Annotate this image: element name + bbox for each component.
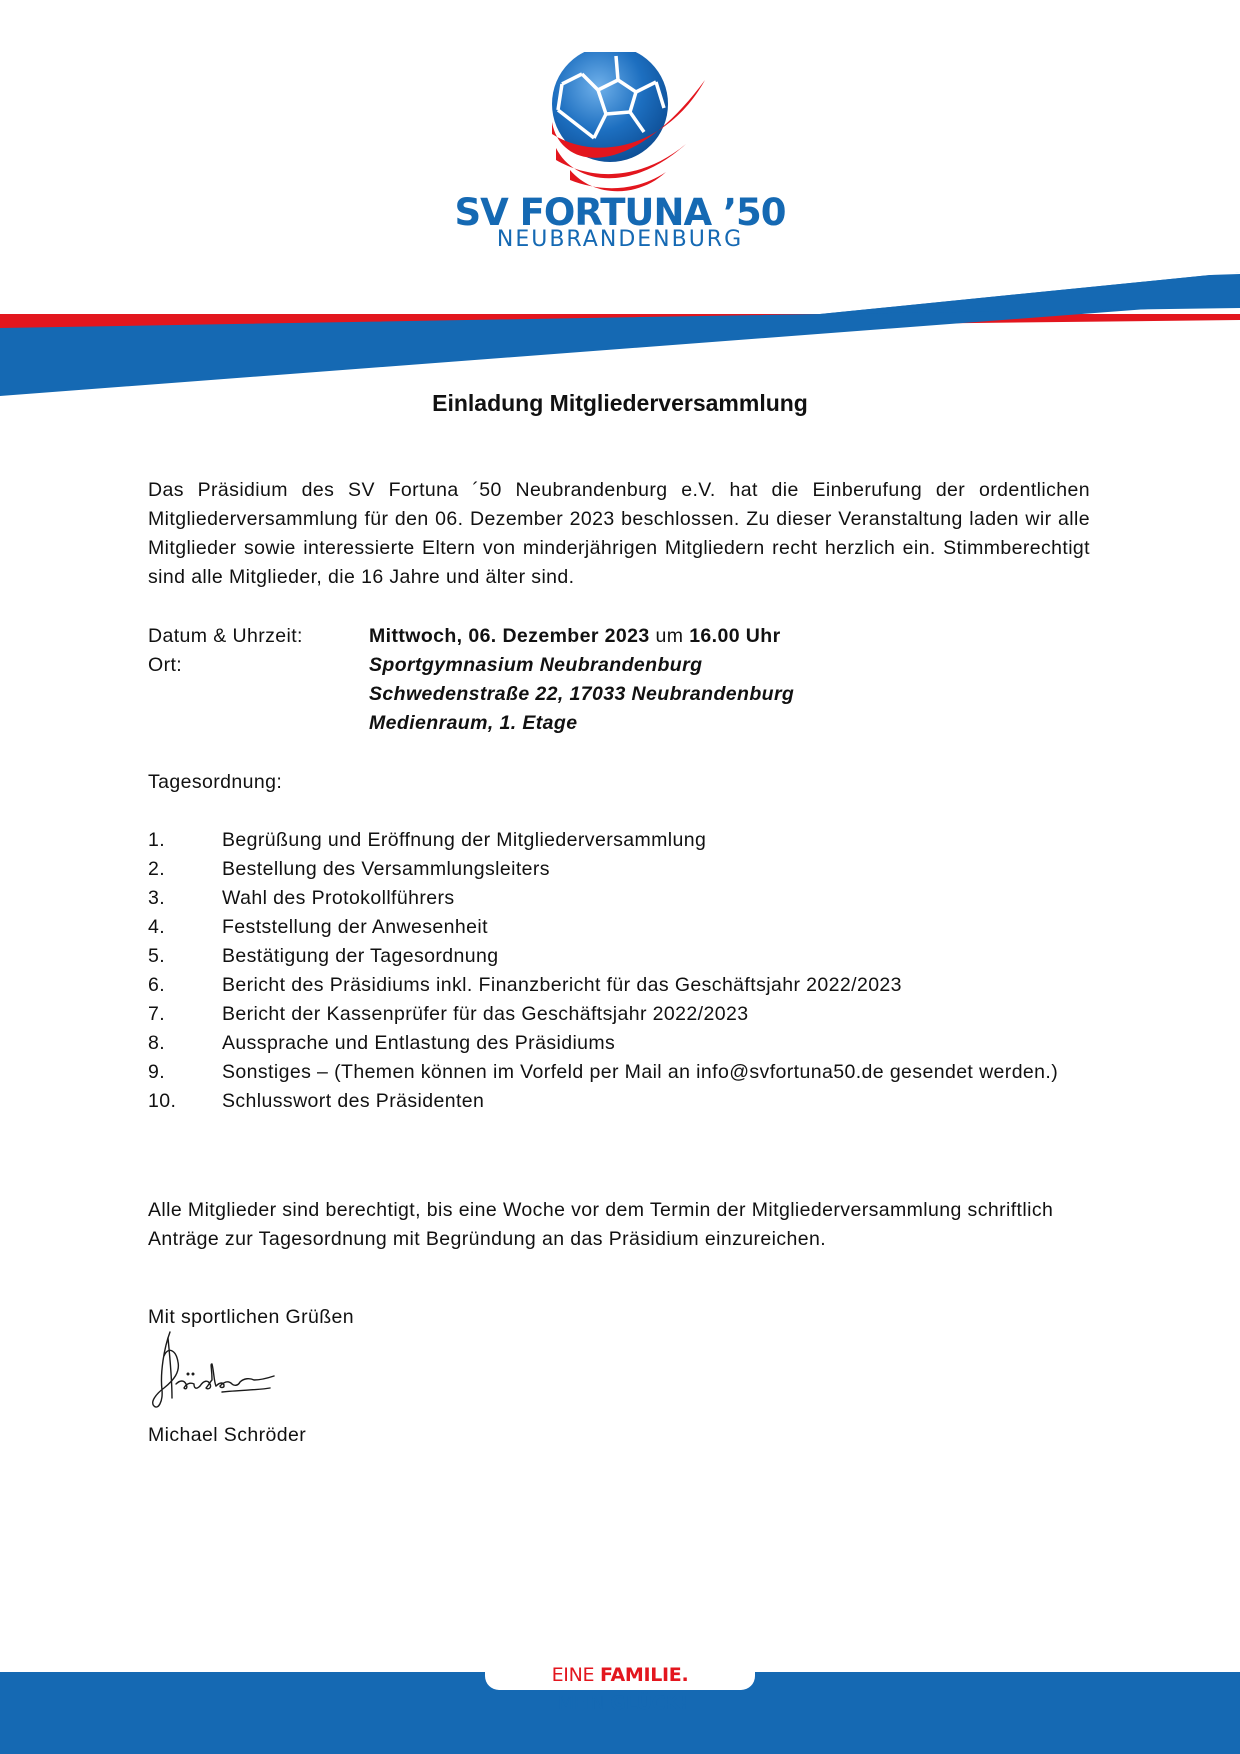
signer-name: Michael Schröder	[148, 1424, 307, 1446]
agenda-text: Bericht des Präsidiums inkl. Finanzbericht für das Geschäftsjahr 2022/2023	[222, 974, 902, 996]
time-value: 16.00 Uhr	[689, 625, 781, 647]
agenda-item	[148, 884, 1090, 913]
header-stripes	[0, 268, 1240, 398]
place-line-2: Schwedenstraße 22, 17033 Neubrandenburg	[369, 683, 795, 705]
agenda-number: 3.	[148, 887, 166, 909]
place-line-1: Sportgymnasium Neubrandenburg	[369, 654, 703, 676]
footer-slogan	[485, 1661, 755, 1717]
agenda-number: 2.	[148, 858, 166, 880]
agenda-heading: Tagesordnung:	[148, 771, 283, 793]
agenda-number: 1.	[148, 829, 166, 851]
agenda-item	[148, 971, 1090, 1000]
agenda-number: 9.	[148, 1061, 166, 1083]
date-connector: um	[649, 625, 690, 647]
place-label: Ort:	[148, 654, 183, 676]
agenda-number: 10.	[148, 1090, 177, 1112]
closing-note: Alle Mitglieder sind berechtigt, bis eine Woche vor dem Termin der Mitgliederversammlung schriftlich Anträge zur Tagesordnung mit Begründung an das Präsidium einzureichen.	[148, 1199, 1054, 1250]
agenda-item	[148, 855, 1090, 884]
date-value: Mittwoch, 06. Dezember 2023	[369, 625, 650, 647]
slogan-part: FAMILIE.	[599, 1664, 689, 1686]
agenda-item	[148, 1000, 1090, 1029]
agenda-text: Schlusswort des Präsidenten	[222, 1090, 485, 1112]
agenda-item	[148, 1029, 1090, 1058]
agenda-text: Bestätigung der Tagesordnung	[222, 945, 499, 967]
agenda-item	[148, 1087, 1090, 1116]
slogan-part: MEIN	[551, 1692, 611, 1714]
club-name: SV FORTUNA ’50	[454, 191, 786, 234]
place-line-3: Medienraum, 1. Etage	[369, 712, 578, 734]
greeting: Mit sportlichen Grüßen	[148, 1306, 355, 1328]
agenda-item	[148, 913, 1090, 942]
agenda-number: 5.	[148, 945, 166, 967]
agenda-number: 4.	[148, 916, 166, 938]
agenda-text: Bestellung des Versammlungsleiters	[222, 858, 550, 880]
document-title: Einladung Mitgliederversammlung	[432, 390, 808, 416]
agenda-text: Sonstiges – (Themen können im Vorfeld per Mail an info@svfortuna50.de gesendet werden.)	[222, 1061, 1059, 1083]
slogan-part: EINE	[551, 1664, 600, 1686]
slogan-part: GLÜCK!	[610, 1692, 689, 1714]
agenda-text: Bericht der Kassenprüfer für das Geschäftsjahr 2022/2023	[222, 1003, 749, 1025]
place-row	[148, 651, 1090, 738]
agenda-item	[148, 942, 1090, 971]
agenda-number: 7.	[148, 1003, 166, 1025]
club-city: NEUBRANDENBURG	[496, 227, 744, 252]
intro-paragraph: Das Präsidium des SV Fortuna ´50 Neubrandenburg e.V. hat die Einberufung der ordentlichen Mitgliederversammlung für den 06. Dezember 2023 beschlossen. Zu dieser Veranstaltung laden wir alle Mitglieder sowie interessierte Eltern von minderjährigen Mitgliedern recht herzlich ein. Stimmberechtigt sind alle Mitglieder, die 16 Jahre und älter sind.	[148, 479, 1090, 588]
date-label: Datum & Uhrzeit:	[148, 625, 303, 647]
agenda-text: Begrüßung und Eröffnung der Mitgliederversammlung	[222, 829, 707, 851]
agenda-text: Wahl des Protokollführers	[222, 887, 455, 909]
agenda-number: 6.	[148, 974, 166, 996]
agenda-text: Aussprache und Entlastung des Präsidiums	[222, 1032, 616, 1054]
agenda-item	[148, 826, 1090, 855]
signature-icon	[150, 1328, 290, 1418]
agenda-item	[148, 1058, 1090, 1087]
agenda-list	[148, 826, 1090, 1116]
date-row	[148, 622, 1090, 651]
agenda-number: 8.	[148, 1032, 166, 1054]
agenda-text: Feststellung der Anwesenheit	[222, 916, 488, 938]
event-details	[148, 622, 1090, 738]
